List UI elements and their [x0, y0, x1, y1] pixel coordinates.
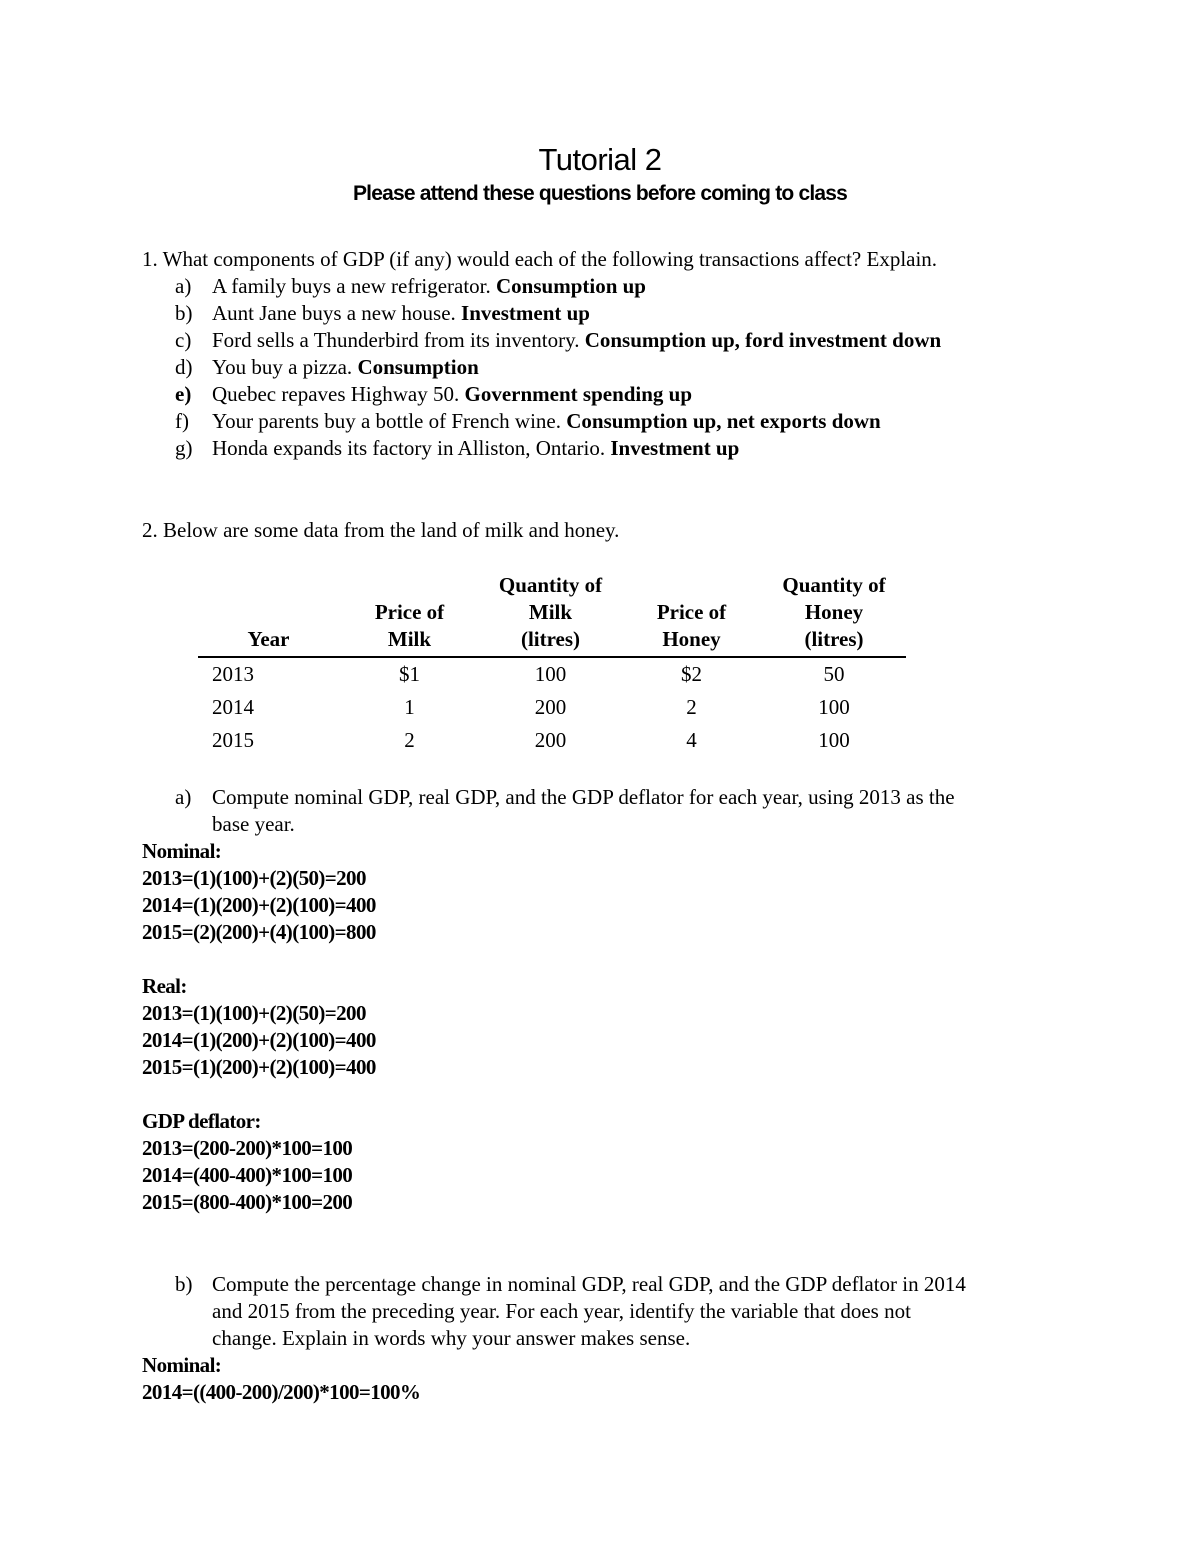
nominal-heading: Nominal: — [142, 1353, 222, 1377]
column-header-quantity-of-honey: Quantity of Honey (litres) — [762, 572, 906, 657]
table-cell: 200 — [534, 695, 567, 719]
list-item — [175, 273, 1125, 300]
table-cell: 200 — [534, 728, 567, 752]
item-text: A family buys a new refrigerator. — [212, 274, 491, 298]
table-header-row — [198, 572, 906, 657]
item-label: c) — [175, 328, 192, 352]
table-cell: $2 — [681, 662, 702, 686]
part-a-label: a) — [175, 785, 192, 809]
nominal-line: 2014=(1)(200)+(2)(100)=400 — [142, 893, 376, 917]
real-line: 2014=(1)(200)+(2)(100)=400 — [142, 1028, 376, 1052]
part-b-question — [175, 1271, 1075, 1352]
column-header-year: Year — [198, 572, 339, 657]
item-text: Quebec repaves Highway 50. — [212, 382, 460, 406]
real-line: 2013=(1)(100)+(2)(50)=200 — [142, 1001, 366, 1025]
item-label: f) — [175, 409, 189, 433]
deflator-heading: GDP deflator: — [142, 1109, 261, 1133]
milk-honey-table — [198, 572, 906, 757]
item-text: You buy a pizza. — [212, 355, 353, 379]
table-cell: 4 — [686, 728, 697, 752]
real-heading: Real: — [142, 974, 187, 998]
item-label: g) — [175, 436, 193, 460]
part-a-line: Compute nominal GDP, real GDP, and the GDP deflator for each year, using 2013 as the — [212, 785, 955, 809]
item-text: Your parents buy a bottle of French wine. — [212, 409, 561, 433]
item-label: e) — [175, 382, 192, 406]
column-header-price-of-honey: Price of Honey — [621, 572, 762, 657]
part-a-line: base year. — [212, 812, 295, 836]
column-header-price-of-milk: Price of Milk — [339, 572, 480, 657]
list-item — [175, 381, 1125, 408]
part-b-label: b) — [175, 1272, 193, 1296]
question-1-items — [175, 273, 1125, 462]
table-cell: $1 — [399, 662, 420, 686]
item-label: b) — [175, 301, 193, 325]
real-line: 2015=(1)(200)+(2)(100)=400 — [142, 1055, 376, 1079]
part-a-question — [175, 784, 1075, 838]
item-text: Honda expands its factory in Alliston, Ontario. — [212, 436, 606, 460]
page-subtitle: Please attend these questions before coming to class — [352, 182, 848, 205]
table-row — [198, 724, 906, 757]
table-cell: 2013 — [212, 662, 254, 686]
list-item — [175, 327, 1125, 354]
column-header-quantity-of-milk: Quantity of Milk (litres) — [480, 572, 621, 657]
item-text: Ford sells a Thunderbird from its inventory. — [212, 328, 580, 352]
table-cell: 100 — [818, 728, 850, 752]
item-answer: Consumption up, ford investment down — [584, 328, 942, 352]
item-label: a) — [175, 274, 192, 298]
part-b-line: Compute the percentage change in nominal GDP, real GDP, and the GDP deflator in 2014 — [212, 1272, 966, 1296]
table-row — [198, 691, 906, 724]
page-title: Tutorial 2 — [538, 142, 662, 177]
item-label: d) — [175, 355, 193, 379]
nominal-heading: Nominal: — [142, 839, 222, 863]
nominal-line: 2015=(2)(200)+(4)(100)=800 — [142, 920, 376, 944]
item-answer: Government spending up — [464, 382, 693, 406]
item-answer: Investment up — [610, 436, 740, 460]
table-cell: 50 — [823, 662, 845, 686]
part-b-line: and 2015 from the preceding year. For each year, identify the variable that does not — [212, 1299, 911, 1323]
question-2-prompt: 2. Below are some data from the land of milk and honey. — [142, 518, 620, 542]
table-cell: 100 — [818, 695, 850, 719]
item-answer: Consumption — [357, 355, 479, 379]
nominal-line: 2014=((400-200)/200)*100=100% — [142, 1380, 421, 1404]
deflator-line: 2013=(200-200)*100=100 — [142, 1136, 353, 1160]
list-item — [175, 354, 1125, 381]
table-cell: 1 — [404, 695, 415, 719]
part-b-work — [142, 1352, 420, 1406]
part-a-work — [142, 838, 376, 1216]
question-1-prompt: 1. What components of GDP (if any) would each of the following transactions affect? Explain. — [142, 247, 938, 271]
table-cell: 2015 — [212, 728, 254, 752]
deflator-line: 2015=(800-400)*100=200 — [142, 1190, 353, 1214]
table-cell: 100 — [534, 662, 567, 686]
part-b-line: change. Explain in words why your answer makes sense. — [212, 1326, 691, 1350]
table-row — [198, 657, 906, 691]
item-answer: Investment up — [461, 301, 590, 325]
table-cell: 2 — [404, 728, 415, 752]
list-item — [175, 300, 1125, 327]
item-answer: Consumption up, net exports down — [566, 409, 881, 433]
list-item — [175, 408, 1125, 435]
deflator-line: 2014=(400-400)*100=100 — [142, 1163, 353, 1187]
table-cell: 2 — [686, 695, 697, 719]
item-text: Aunt Jane buys a new house. — [212, 301, 456, 325]
nominal-line: 2013=(1)(100)+(2)(50)=200 — [142, 866, 366, 890]
item-answer: Consumption up — [496, 274, 646, 298]
list-item — [175, 435, 1125, 462]
table-cell: 2014 — [212, 695, 254, 719]
